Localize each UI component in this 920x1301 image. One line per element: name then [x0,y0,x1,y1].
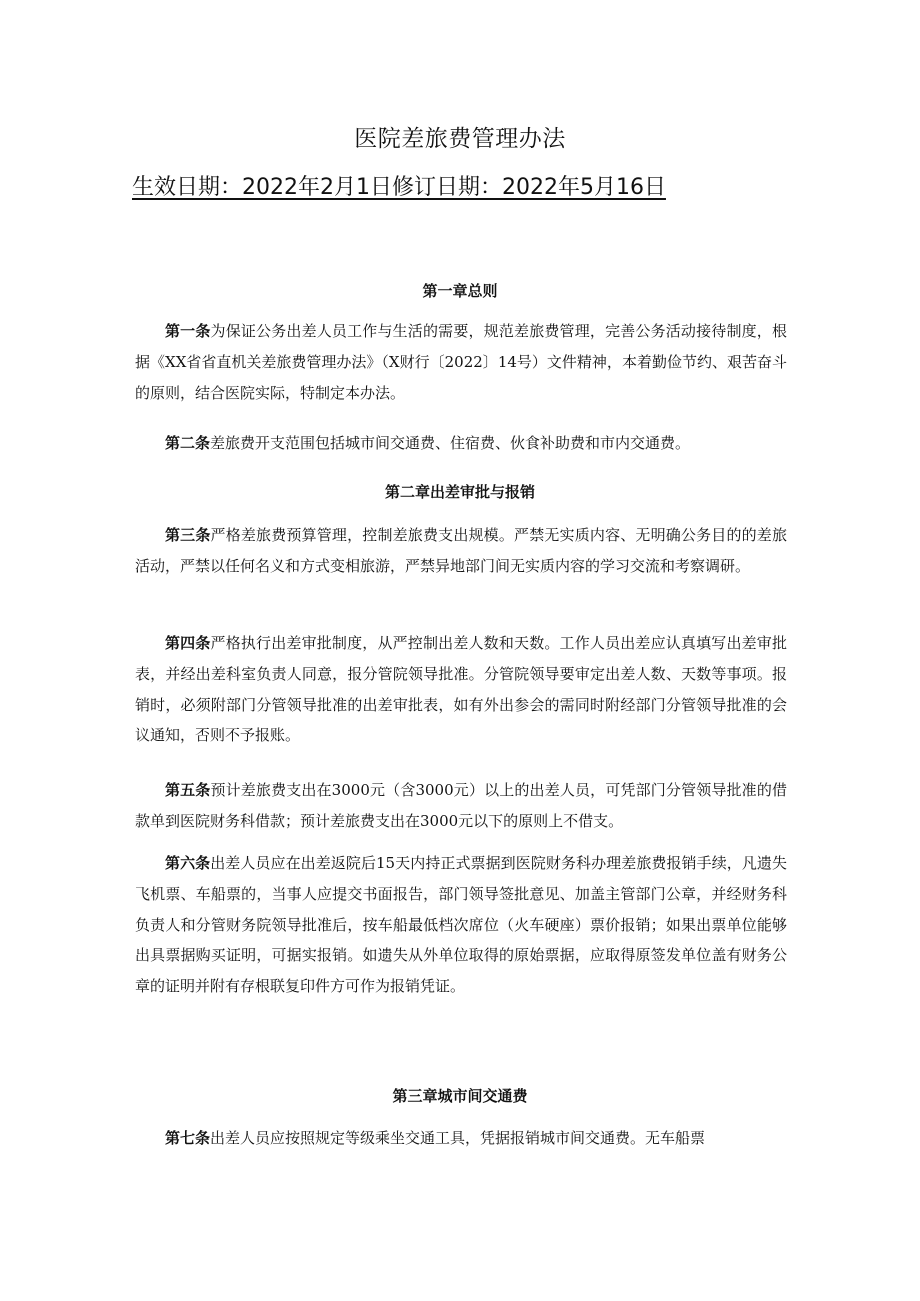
article-2 [135,428,787,459]
article-4 [135,628,787,751]
effective-revision-dates: 生效日期：2022年2月1日修订日期：2022年5月16日 [132,175,666,200]
article-6-text: 出差人员应在出差返院后15天内持正式票据到医院财务科办理差旅费报销手续，凡遗失飞机票、车船票的，当事人应提交书面报告，部门领导签批意见、加盖主管部门公章，并经财务科负责人和分管财务院领导批准后，按车船最低档次席位（火车硬座）票价报销；如果出票单位能够出具票据购买证明，可据实报销。如遗失从外单位取得的原始票据，应取得原签发单位盖有财务公章的证明并附有存根联复印件方可作为报销凭证。 [135,854,787,996]
article-6-label: 第六条 [165,854,211,872]
article-7-text: 出差人员应按照规定等级乘坐交通工具，凭据报销城市间交通费。无车船票 [210,1129,706,1147]
article-3-label: 第三条 [165,526,211,544]
article-5-text: 预计差旅费支出在3000元（含3000元）以上的出差人员，可凭部门分管领导批准的借款单到医院财务科借款；预计差旅费支出在3000元以下的原则上不借支。 [135,781,787,830]
article-1 [135,316,787,408]
article-7-label: 第七条 [165,1129,211,1147]
chapter-3-title: 第三章城市间交通费 [392,1087,528,1105]
article-3 [135,520,787,582]
article-3-text: 严格差旅费预算管理，控制差旅费支出规模。严禁无实质内容、无明确公务目的的差旅活动，严禁以任何名义和方式变相旅游，严禁异地部门间无实质内容的学习交流和考察调研。 [135,526,787,575]
document-title: 医院差旅费管理办法 [354,126,566,152]
chapter-2-title: 第二章出差审批与报销 [384,483,535,501]
article-6 [135,848,787,1002]
article-2-text: 差旅费开支范围包括城市间交通费、住宿费、伙食补助费和市内交通费。 [210,434,691,452]
article-7 [135,1123,787,1154]
article-4-text: 严格执行出差审批制度，从严控制出差人数和天数。工作人员出差应认真填写出差审批表，并经出差科室负责人同意，报分管院领导批准。分管院领导要审定出差人数、天数等事项。报销时，必须附部门分管领导批准的出差审批表，如有外出参会的需同时附经部门分管领导批准的会议通知，否则不予报账。 [135,634,787,745]
article-1-text: 为保证公务出差人员工作与生活的需要，规范差旅费管理，完善公务活动接待制度，根据《XX省省直机关差旅费管理办法》（X财行〔2022〕14号）文件精神，本着勤俭节约、艰苦奋斗的原则，结合医院实际，特制定本办法。 [135,322,787,402]
article-1-label: 第一条 [165,322,211,340]
article-4-label: 第四条 [165,634,211,652]
article-5 [135,775,787,837]
article-2-label: 第二条 [165,434,211,452]
chapter-1-title: 第一章总则 [422,282,498,300]
article-5-label: 第五条 [165,781,211,799]
